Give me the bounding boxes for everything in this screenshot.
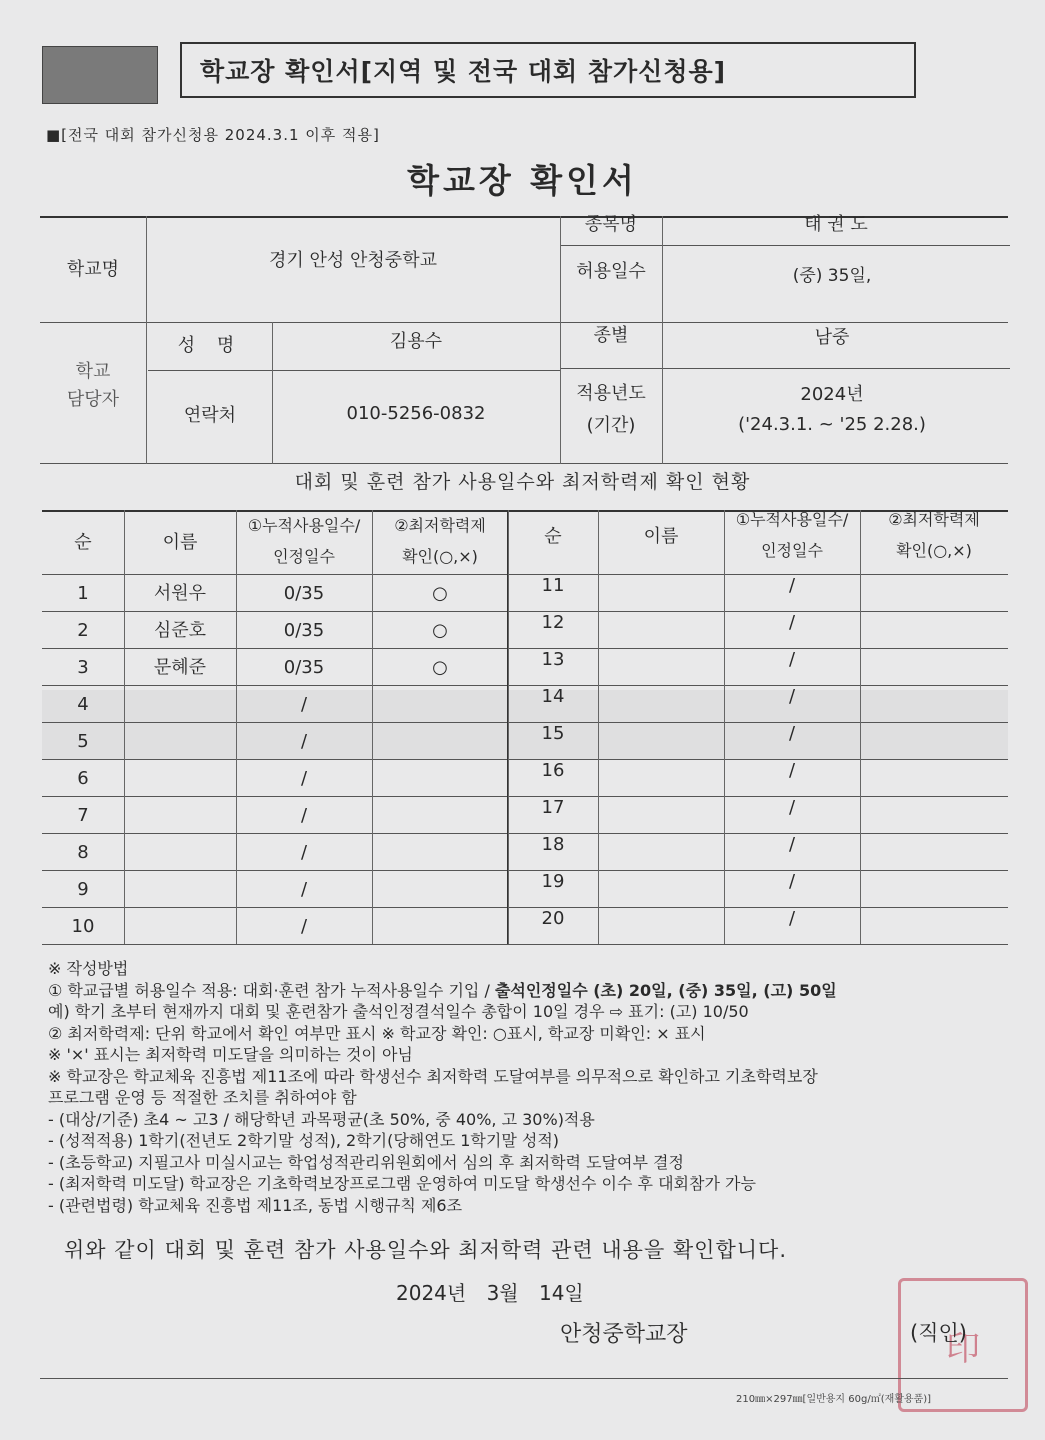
- left-name-cell: [124, 761, 236, 798]
- left-check-cell: [372, 909, 508, 946]
- left-check-cell: [372, 798, 508, 835]
- left-check-cell: ○: [432, 583, 448, 605]
- left-name-cell: [124, 687, 236, 724]
- header-gray-box: [42, 46, 158, 104]
- note-line: - (성적적용) 1학기(전년도 2학기말 성적), 2학기(당해연도 1학기말 성적): [48, 1131, 560, 1150]
- year-label: 적용년도 (기간): [576, 383, 646, 436]
- right-check-cell: [860, 716, 1008, 753]
- right-days-cell: /: [788, 760, 796, 782]
- right-days-cell: /: [788, 908, 796, 930]
- left-check-cell: ○: [432, 620, 448, 642]
- right-name-cell: [598, 827, 724, 864]
- right-check-cell: [860, 642, 1008, 679]
- sport-value: 태 권 도: [804, 213, 868, 235]
- right-name-cell: [598, 753, 724, 790]
- left-days-cell: 0/35: [283, 620, 325, 642]
- right-name-cell: [598, 568, 724, 605]
- right-name-cell: [598, 864, 724, 901]
- year-value: 2024년 ('24.3.1. ~ '25 2.28.): [738, 384, 926, 435]
- right-no-cell: 14: [541, 686, 565, 708]
- right-check-cell: [860, 679, 1008, 716]
- left-name-cell: [124, 835, 236, 872]
- note-line: ② 최저학력제: 단위 학교에서 확인 여부만 표시 ※ 학교장 확인: ○표시, 학교장 미확인: × 표시: [48, 1023, 706, 1043]
- page-title: 학교장 확인서: [407, 161, 638, 200]
- right-no-cell: 11: [541, 575, 565, 597]
- notes-heading: ※ 작성방법: [48, 959, 129, 978]
- right-days-cell: /: [788, 575, 796, 597]
- left-days-cell: /: [300, 694, 308, 716]
- left-name-cell: [124, 909, 236, 946]
- right-check-cell: [860, 753, 1008, 790]
- left-no-cell: 6: [77, 768, 89, 790]
- name-label: 성 명: [177, 334, 243, 356]
- gender-label: 종별: [593, 324, 629, 346]
- school-label: 학교명: [66, 258, 120, 280]
- right-no-cell: 12: [541, 612, 565, 634]
- left-name-cell: 서원우: [153, 583, 207, 605]
- left-no-cell: 7: [77, 805, 89, 827]
- col-days-left: ①누적사용일수/ 인정일수: [247, 516, 361, 566]
- right-check-cell: [860, 901, 1008, 938]
- days-label: 허용일수: [576, 260, 646, 282]
- note-line: - (대상/기준) 초4 ~ 고3 / 해당학년 과목평균(초 50%, 중 40%, 고 30%)적용: [48, 1109, 595, 1129]
- left-days-cell: /: [300, 916, 308, 938]
- note-line: ※ 학교장은 학교체육 진흥법 제11조에 따라 학생선수 최저학력 도달여부를 의무적으로 확인하고 기초학력보장: [48, 1066, 818, 1086]
- left-name-cell: 문혜준: [153, 657, 207, 679]
- left-no-cell: 2: [77, 620, 89, 642]
- contact-label: 연락처: [183, 404, 237, 426]
- left-days-cell: 0/35: [283, 657, 325, 679]
- principal-title: 안청중학교장: [560, 1322, 688, 1347]
- col-name-right: 이름: [643, 525, 679, 547]
- left-days-cell: /: [300, 879, 308, 901]
- left-days-cell: /: [300, 805, 308, 827]
- col-no-right: 순: [544, 525, 562, 547]
- right-name-cell: [598, 605, 724, 642]
- right-days-cell: /: [788, 723, 796, 745]
- left-no-cell: 9: [77, 879, 89, 901]
- col-check-left: ②최저학력제 확인(○,×): [394, 516, 486, 566]
- col-name-left: 이름: [162, 531, 198, 553]
- footer-divider: [40, 1378, 1008, 1379]
- right-days-cell: /: [788, 612, 796, 634]
- left-no-cell: 8: [77, 842, 89, 864]
- col-no-left: 순: [74, 531, 92, 553]
- left-no-cell: 4: [77, 694, 89, 716]
- right-name-cell: [598, 679, 724, 716]
- right-days-cell: /: [788, 871, 796, 893]
- right-days-cell: /: [788, 797, 796, 819]
- staff-label: 학교 담당자: [66, 361, 120, 410]
- note-line: ① 학교급별 허용일수 적용: 대회·훈련 참가 누적사용일수 기입 / 출석인정일수 (초) 20일, (중) 35일, (고) 50일: [48, 980, 837, 1000]
- right-no-cell: 13: [541, 649, 565, 671]
- left-check-cell: [372, 761, 508, 798]
- paper-spec: 210㎜×297㎜[일반용지 60g/㎡(재활용품)]: [736, 1394, 932, 1405]
- right-no-cell: 16: [541, 760, 565, 782]
- days-value: (중) 35일,: [792, 265, 872, 286]
- left-check-cell: [372, 724, 508, 761]
- right-check-cell: [860, 864, 1008, 901]
- left-name-cell: 심준호: [153, 620, 207, 642]
- left-no-cell: 10: [71, 916, 95, 938]
- right-no-cell: 15: [541, 723, 565, 745]
- sport-label: 종목명: [584, 213, 638, 235]
- instructions: [48, 958, 1008, 1216]
- note-line: ※ '×' 표시는 최저학력 미도달을 의미하는 것이 아님: [48, 1045, 413, 1064]
- right-no-cell: 19: [541, 871, 565, 893]
- right-no-cell: 17: [541, 797, 565, 819]
- note-line: - (관련법령) 학교체육 진흥법 제11조, 동법 시행규칙 제6조: [48, 1195, 463, 1215]
- right-name-cell: [598, 642, 724, 679]
- left-name-cell: [124, 724, 236, 761]
- left-days-cell: 0/35: [283, 583, 325, 605]
- right-name-cell: [598, 790, 724, 827]
- school-value: 경기 안성 안청중학교: [269, 249, 437, 271]
- issue-date: 2024년 3월 14일: [396, 1281, 584, 1305]
- left-no-cell: 3: [77, 657, 89, 679]
- left-days-cell: /: [300, 768, 308, 790]
- note-line: - (초등학교) 지필고사 미실시교는 학업성적관리위원회에서 심의 후 최저학력 도달여부 결정: [48, 1152, 684, 1172]
- right-check-cell: [860, 827, 1008, 864]
- left-days-cell: /: [300, 842, 308, 864]
- official-seal: 印: [898, 1278, 1028, 1412]
- gender-value: 남중: [814, 326, 850, 348]
- left-check-cell: [372, 835, 508, 872]
- note-line: - (최저학력 미도달) 학교장은 기초학력보장프로그램 운영하여 미도달 학생선수 이수 후 대회참가 가능: [48, 1174, 756, 1193]
- left-no-cell: 5: [77, 731, 89, 753]
- right-no-cell: 18: [541, 834, 565, 856]
- seal-label: (직인): [910, 1321, 967, 1345]
- application-note: ■[전국 대회 참가신청용 2024.3.1 이후 적용]: [46, 126, 380, 144]
- right-no-cell: 20: [541, 908, 565, 930]
- left-check-cell: [372, 872, 508, 909]
- left-name-cell: [124, 872, 236, 909]
- confirmation-statement: 위와 같이 대회 및 훈련 참가 사용일수와 최저학력 관련 내용을 확인합니다.: [64, 1238, 788, 1262]
- left-no-cell: 1: [77, 583, 89, 605]
- right-name-cell: [598, 716, 724, 753]
- right-check-cell: [860, 605, 1008, 642]
- right-days-cell: /: [788, 834, 796, 856]
- contact-value: 010-5256-0832: [346, 402, 486, 424]
- form-header-title: 학교장 확인서[지역 및 전국 대회 참가신청용]: [180, 42, 916, 98]
- section-title: 대회 및 훈련 참가 사용일수와 최저학력제 확인 현황: [294, 471, 751, 493]
- right-days-cell: /: [788, 649, 796, 671]
- right-check-cell: [860, 568, 1008, 605]
- name-value: 김용수: [389, 330, 443, 352]
- left-check-cell: [372, 687, 508, 724]
- left-name-cell: [124, 798, 236, 835]
- right-name-cell: [598, 901, 724, 938]
- note-line: 프로그램 운영 등 적절한 조치를 취하여야 함: [48, 1088, 357, 1107]
- right-days-cell: /: [788, 686, 796, 708]
- note-line: 예) 학기 초부터 현재까지 대회 및 훈련참가 출석인정결석일수 총합이 10일 경우 ⇨ 표기: (고) 10/50: [48, 1002, 749, 1021]
- col-days-right: ①누적사용일수/ 인정일수: [735, 510, 849, 560]
- left-days-cell: /: [300, 731, 308, 753]
- right-check-cell: [860, 790, 1008, 827]
- left-check-cell: ○: [432, 657, 448, 679]
- col-check-right: ②최저학력제 확인(○,×): [888, 510, 980, 560]
